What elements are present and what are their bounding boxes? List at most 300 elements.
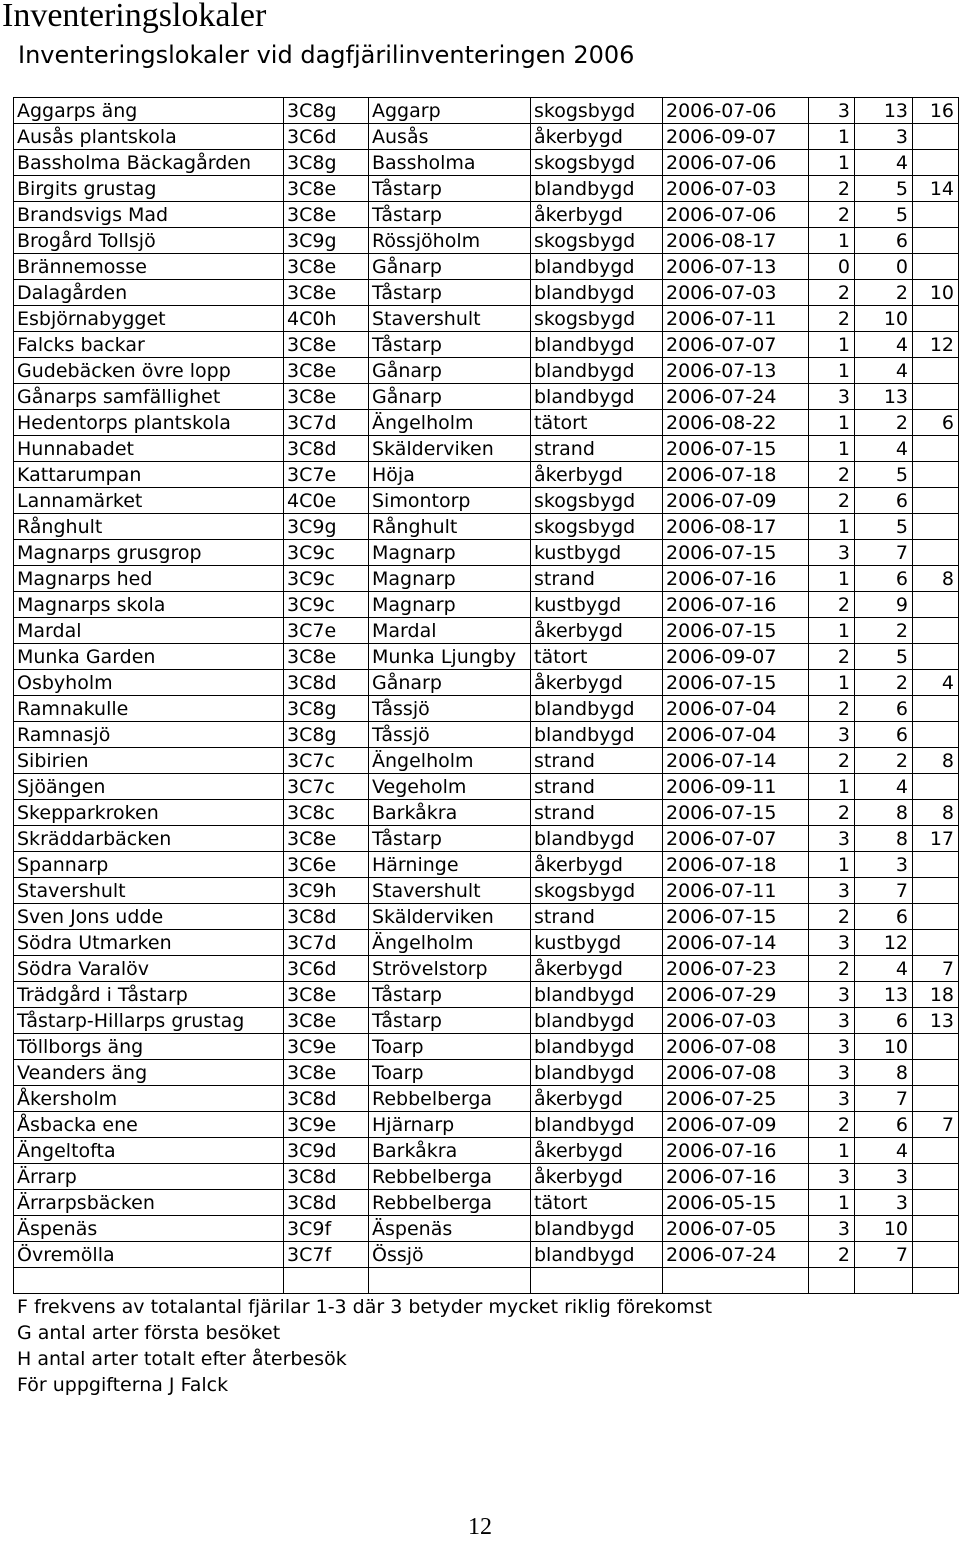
cell-date: 2006-07-15 (663, 436, 809, 462)
cell-date: 2006-07-03 (663, 176, 809, 202)
cell-date: 2006-07-11 (663, 878, 809, 904)
table-row (14, 384, 959, 410)
legend-line: G antal arter första besöket (17, 1322, 281, 1344)
table-row (14, 722, 959, 748)
cell-species-total (913, 1190, 959, 1216)
cell-species-first-visit: 4 (855, 358, 913, 384)
cell-place: Strövelstorp (369, 956, 531, 982)
table-row (14, 1086, 959, 1112)
inventory-table-body (14, 98, 959, 1294)
cell-site-name: Gånarps samfällighet (14, 384, 284, 410)
cell-place: Gånarp (369, 384, 531, 410)
cell-grid-code: 3C8g (284, 722, 369, 748)
cell-site-name: Bassholma Bäckagården (14, 150, 284, 176)
cell-frequency: 0 (809, 254, 855, 280)
cell-grid-code: 3C7c (284, 748, 369, 774)
cell-date: 2006-07-09 (663, 1112, 809, 1138)
cell-species-total (913, 202, 959, 228)
table-row (14, 358, 959, 384)
cell-date: 2006-05-15 (663, 1190, 809, 1216)
table-row (14, 150, 959, 176)
cell-frequency: 3 (809, 982, 855, 1008)
cell-frequency (809, 1268, 855, 1294)
cell-place: Tåstarp (369, 1008, 531, 1034)
cell-date: 2006-07-07 (663, 332, 809, 358)
cell-species-total: 17 (913, 826, 959, 852)
cell-species-total (913, 540, 959, 566)
cell-grid-code: 3C8e (284, 358, 369, 384)
cell-landscape-type: blandbygd (531, 254, 663, 280)
cell-species-first-visit: 6 (855, 1008, 913, 1034)
cell-site-name: Magnarps skola (14, 592, 284, 618)
cell-grid-code: 3C7d (284, 930, 369, 956)
cell-site-name: Esbjörnabygget (14, 306, 284, 332)
cell-date: 2006-07-18 (663, 852, 809, 878)
table-row (14, 748, 959, 774)
cell-site-name: Kattarumpan (14, 462, 284, 488)
cell-grid-code: 3C8d (284, 1086, 369, 1112)
cell-place: Stavershult (369, 878, 531, 904)
cell-place: Rebbelberga (369, 1164, 531, 1190)
cell-species-first-visit: 0 (855, 254, 913, 280)
table-row (14, 904, 959, 930)
cell-frequency: 2 (809, 696, 855, 722)
cell-species-total: 7 (913, 1112, 959, 1138)
table-row (14, 540, 959, 566)
table-row (14, 1216, 959, 1242)
cell-species-total (913, 150, 959, 176)
cell-site-name: Magnarps hed (14, 566, 284, 592)
cell-site-name: Dalagården (14, 280, 284, 306)
cell-grid-code (284, 1268, 369, 1294)
table-row (14, 644, 959, 670)
cell-species-first-visit: 2 (855, 748, 913, 774)
cell-landscape-type: åkerbygd (531, 1164, 663, 1190)
cell-place: Tåstarp (369, 982, 531, 1008)
cell-landscape-type: blandbygd (531, 384, 663, 410)
cell-species-first-visit: 13 (855, 982, 913, 1008)
cell-place: Ängelholm (369, 410, 531, 436)
cell-species-total (913, 1268, 959, 1294)
cell-site-name: Falcks backar (14, 332, 284, 358)
cell-species-total (913, 514, 959, 540)
cell-species-total (913, 124, 959, 150)
cell-site-name: Hedentorps plantskola (14, 410, 284, 436)
cell-grid-code: 3C9c (284, 566, 369, 592)
cell-grid-code: 4C0h (284, 306, 369, 332)
cell-species-total (913, 1060, 959, 1086)
cell-species-total (913, 852, 959, 878)
cell-site-name: Sibirien (14, 748, 284, 774)
cell-site-name: Övremölla (14, 1242, 284, 1268)
table-row (14, 1138, 959, 1164)
cell-species-first-visit: 6 (855, 566, 913, 592)
cell-grid-code: 3C9c (284, 540, 369, 566)
cell-site-name: Stavershult (14, 878, 284, 904)
cell-species-total (913, 1216, 959, 1242)
cell-species-total: 4 (913, 670, 959, 696)
cell-species-first-visit: 2 (855, 670, 913, 696)
cell-species-total (913, 488, 959, 514)
cell-frequency: 2 (809, 748, 855, 774)
cell-landscape-type: åkerbygd (531, 124, 663, 150)
cell-grid-code: 3C8g (284, 98, 369, 124)
cell-place: Rössjöholm (369, 228, 531, 254)
cell-landscape-type: blandbygd (531, 1034, 663, 1060)
cell-landscape-type: blandbygd (531, 358, 663, 384)
cell-species-first-visit: 13 (855, 98, 913, 124)
cell-place: Härninge (369, 852, 531, 878)
cell-landscape-type: strand (531, 904, 663, 930)
cell-date: 2006-07-16 (663, 566, 809, 592)
cell-species-first-visit: 3 (855, 1164, 913, 1190)
cell-species-first-visit: 6 (855, 904, 913, 930)
cell-grid-code: 3C8c (284, 800, 369, 826)
table-row (14, 176, 959, 202)
cell-site-name: Södra Utmarken (14, 930, 284, 956)
cell-place: Ausås (369, 124, 531, 150)
cell-site-name: Ramnakulle (14, 696, 284, 722)
cell-grid-code: 3C8e (284, 176, 369, 202)
cell-grid-code: 3C7f (284, 1242, 369, 1268)
cell-species-total: 10 (913, 280, 959, 306)
cell-frequency: 2 (809, 1242, 855, 1268)
cell-place: Tåstarp (369, 176, 531, 202)
cell-date: 2006-07-16 (663, 1138, 809, 1164)
cell-site-name: Skepparkroken (14, 800, 284, 826)
cell-species-first-visit: 2 (855, 618, 913, 644)
cell-frequency: 3 (809, 540, 855, 566)
cell-species-total (913, 358, 959, 384)
table-row (14, 956, 959, 982)
table-row (14, 1242, 959, 1268)
cell-site-name: Aggarps äng (14, 98, 284, 124)
cell-frequency: 1 (809, 228, 855, 254)
cell-landscape-type: skogsbygd (531, 306, 663, 332)
cell-place: Skälderviken (369, 436, 531, 462)
cell-landscape-type: blandbygd (531, 1008, 663, 1034)
cell-frequency: 3 (809, 98, 855, 124)
cell-landscape-type: skogsbygd (531, 98, 663, 124)
cell-species-total (913, 696, 959, 722)
cell-frequency: 1 (809, 618, 855, 644)
cell-grid-code: 3C8e (284, 644, 369, 670)
cell-date: 2006-07-06 (663, 150, 809, 176)
table-row (14, 202, 959, 228)
cell-frequency: 1 (809, 436, 855, 462)
table-row (14, 826, 959, 852)
cell-place: Rebbelberga (369, 1190, 531, 1216)
cell-landscape-type: blandbygd (531, 722, 663, 748)
table-row (14, 1190, 959, 1216)
cell-grid-code: 3C8e (284, 332, 369, 358)
cell-site-name: Magnarps grusgrop (14, 540, 284, 566)
table-row (14, 228, 959, 254)
legend-line: För uppgifterna J Falck (17, 1374, 229, 1396)
cell-species-first-visit: 6 (855, 228, 913, 254)
cell-site-name: Brogård Tollsjö (14, 228, 284, 254)
cell-grid-code: 3C9e (284, 1112, 369, 1138)
cell-landscape-type: tätort (531, 410, 663, 436)
cell-date: 2006-07-09 (663, 488, 809, 514)
table-row (14, 462, 959, 488)
table-row (14, 982, 959, 1008)
cell-landscape-type: strand (531, 774, 663, 800)
cell-date: 2006-07-16 (663, 1164, 809, 1190)
cell-frequency: 3 (809, 930, 855, 956)
cell-site-name: Södra Varalöv (14, 956, 284, 982)
cell-species-total (913, 904, 959, 930)
cell-grid-code: 3C8e (284, 982, 369, 1008)
cell-frequency: 1 (809, 670, 855, 696)
cell-species-total (913, 930, 959, 956)
cell-species-first-visit: 13 (855, 384, 913, 410)
cell-site-name: Brandsvigs Mad (14, 202, 284, 228)
cell-species-first-visit: 4 (855, 1138, 913, 1164)
cell-grid-code: 3C9d (284, 1138, 369, 1164)
cell-grid-code: 3C9f (284, 1216, 369, 1242)
cell-frequency: 3 (809, 384, 855, 410)
cell-species-total: 12 (913, 332, 959, 358)
cell-frequency: 1 (809, 852, 855, 878)
cell-frequency: 3 (809, 1216, 855, 1242)
cell-date: 2006-07-18 (663, 462, 809, 488)
table-row (14, 774, 959, 800)
cell-grid-code: 3C9g (284, 228, 369, 254)
cell-grid-code: 3C8e (284, 202, 369, 228)
cell-date: 2006-07-29 (663, 982, 809, 1008)
table-row (14, 306, 959, 332)
table-row (14, 1008, 959, 1034)
cell-site-name: Lannamärket (14, 488, 284, 514)
cell-grid-code: 3C6d (284, 124, 369, 150)
cell-date: 2006-08-17 (663, 514, 809, 540)
cell-grid-code: 3C8e (284, 280, 369, 306)
cell-place: Tåssjö (369, 696, 531, 722)
cell-site-name: Tåstarp-Hillarps grustag (14, 1008, 284, 1034)
cell-frequency: 1 (809, 566, 855, 592)
cell-frequency: 3 (809, 1034, 855, 1060)
cell-landscape-type: blandbygd (531, 332, 663, 358)
cell-place: Barkåkra (369, 800, 531, 826)
cell-species-first-visit: 5 (855, 514, 913, 540)
cell-species-total (913, 436, 959, 462)
cell-species-first-visit: 4 (855, 332, 913, 358)
cell-date: 2006-07-11 (663, 306, 809, 332)
cell-place: Gånarp (369, 254, 531, 280)
cell-species-total (913, 644, 959, 670)
table-row (14, 488, 959, 514)
cell-date: 2006-08-17 (663, 228, 809, 254)
legend-line: H antal arter totalt efter återbesök (17, 1348, 347, 1370)
cell-frequency: 2 (809, 176, 855, 202)
cell-grid-code: 4C0e (284, 488, 369, 514)
cell-site-name: Birgits grustag (14, 176, 284, 202)
page-heading: Inventeringslokaler (2, 0, 267, 34)
cell-grid-code: 3C8g (284, 150, 369, 176)
cell-species-first-visit: 9 (855, 592, 913, 618)
cell-date: 2006-07-15 (663, 540, 809, 566)
table-title: Inventeringslokaler vid dagfjärilinventeringen 2006 (18, 41, 635, 69)
cell-date: 2006-07-06 (663, 98, 809, 124)
cell-frequency: 1 (809, 124, 855, 150)
cell-site-name: Töllborgs äng (14, 1034, 284, 1060)
cell-grid-code: 3C8e (284, 254, 369, 280)
cell-place: Ängelholm (369, 930, 531, 956)
cell-landscape-type: blandbygd (531, 696, 663, 722)
cell-grid-code: 3C8d (284, 904, 369, 930)
table-row (14, 930, 959, 956)
cell-species-first-visit: 2 (855, 410, 913, 436)
cell-species-total (913, 878, 959, 904)
cell-species-first-visit: 5 (855, 176, 913, 202)
cell-date: 2006-09-11 (663, 774, 809, 800)
cell-grid-code: 3C8d (284, 1164, 369, 1190)
table-row (14, 332, 959, 358)
cell-species-first-visit: 12 (855, 930, 913, 956)
cell-species-total (913, 592, 959, 618)
cell-site-name: Ramnasjö (14, 722, 284, 748)
table-row (14, 1268, 959, 1294)
cell-species-total (913, 462, 959, 488)
table-row (14, 410, 959, 436)
cell-place: Skälderviken (369, 904, 531, 930)
cell-species-total (913, 1086, 959, 1112)
cell-frequency: 2 (809, 592, 855, 618)
cell-grid-code: 3C7e (284, 618, 369, 644)
cell-species-total: 7 (913, 956, 959, 982)
cell-species-total (913, 228, 959, 254)
cell-landscape-type: blandbygd (531, 1242, 663, 1268)
cell-date: 2006-07-23 (663, 956, 809, 982)
cell-site-name (14, 1268, 284, 1294)
cell-place (369, 1268, 531, 1294)
table-row (14, 1164, 959, 1190)
legend-line: F frekvens av totalantal fjärilar 1-3 där 3 betyder mycket riklig förekomst (17, 1296, 713, 1318)
cell-date: 2006-07-03 (663, 280, 809, 306)
table-row (14, 878, 959, 904)
table-row (14, 670, 959, 696)
cell-grid-code: 3C9h (284, 878, 369, 904)
cell-frequency: 2 (809, 800, 855, 826)
cell-species-first-visit: 7 (855, 878, 913, 904)
cell-frequency: 3 (809, 1008, 855, 1034)
cell-date: 2006-07-13 (663, 254, 809, 280)
cell-date: 2006-07-07 (663, 826, 809, 852)
cell-grid-code: 3C8e (284, 1060, 369, 1086)
cell-place: Tåstarp (369, 202, 531, 228)
cell-place: Rebbelberga (369, 1086, 531, 1112)
cell-landscape-type: åkerbygd (531, 852, 663, 878)
cell-species-total (913, 618, 959, 644)
table-row (14, 280, 959, 306)
cell-place: Össjö (369, 1242, 531, 1268)
cell-date: 2006-07-24 (663, 384, 809, 410)
cell-frequency: 2 (809, 956, 855, 982)
cell-date (663, 1268, 809, 1294)
cell-site-name: Ausås plantskola (14, 124, 284, 150)
cell-landscape-type: strand (531, 436, 663, 462)
cell-landscape-type: åkerbygd (531, 202, 663, 228)
cell-species-total: 18 (913, 982, 959, 1008)
cell-grid-code: 3C6e (284, 852, 369, 878)
cell-landscape-type: tätort (531, 1190, 663, 1216)
cell-date: 2006-07-15 (663, 670, 809, 696)
cell-grid-code: 3C8e (284, 1008, 369, 1034)
cell-site-name: Osbyholm (14, 670, 284, 696)
cell-place: Mardal (369, 618, 531, 644)
cell-date: 2006-07-15 (663, 618, 809, 644)
cell-frequency: 3 (809, 878, 855, 904)
cell-place: Barkåkra (369, 1138, 531, 1164)
page-number: 12 (468, 1514, 492, 1540)
cell-site-name: Spannarp (14, 852, 284, 878)
cell-species-first-visit: 3 (855, 1190, 913, 1216)
cell-site-name: Skräddarbäcken (14, 826, 284, 852)
cell-date: 2006-07-04 (663, 696, 809, 722)
cell-species-total (913, 306, 959, 332)
cell-species-first-visit: 7 (855, 1086, 913, 1112)
cell-grid-code: 3C9g (284, 514, 369, 540)
cell-species-total: 13 (913, 1008, 959, 1034)
cell-species-first-visit: 8 (855, 1060, 913, 1086)
cell-date: 2006-07-15 (663, 800, 809, 826)
cell-species-total (913, 1034, 959, 1060)
cell-site-name: Sven Jons udde (14, 904, 284, 930)
cell-site-name: Veanders äng (14, 1060, 284, 1086)
cell-landscape-type: skogsbygd (531, 150, 663, 176)
cell-site-name: Trädgård i Tåstarp (14, 982, 284, 1008)
cell-frequency: 3 (809, 1164, 855, 1190)
cell-place: Tåstarp (369, 332, 531, 358)
cell-place: Ängelholm (369, 748, 531, 774)
cell-landscape-type: kustbygd (531, 540, 663, 566)
cell-species-first-visit (855, 1268, 913, 1294)
cell-species-total: 14 (913, 176, 959, 202)
cell-landscape-type: åkerbygd (531, 618, 663, 644)
cell-species-first-visit: 5 (855, 644, 913, 670)
cell-date: 2006-07-13 (663, 358, 809, 384)
cell-landscape-type: strand (531, 566, 663, 592)
cell-place: Magnarp (369, 566, 531, 592)
cell-frequency: 1 (809, 514, 855, 540)
cell-frequency: 2 (809, 488, 855, 514)
cell-date: 2006-09-07 (663, 644, 809, 670)
cell-species-first-visit: 4 (855, 956, 913, 982)
cell-landscape-type: strand (531, 800, 663, 826)
cell-landscape-type: åkerbygd (531, 956, 663, 982)
cell-frequency: 2 (809, 202, 855, 228)
cell-species-first-visit: 2 (855, 280, 913, 306)
cell-landscape-type: blandbygd (531, 1216, 663, 1242)
cell-place: Aggarp (369, 98, 531, 124)
cell-frequency: 1 (809, 410, 855, 436)
cell-frequency: 1 (809, 774, 855, 800)
cell-species-total (913, 384, 959, 410)
cell-date: 2006-07-05 (663, 1216, 809, 1242)
table-row (14, 436, 959, 462)
cell-frequency: 1 (809, 1138, 855, 1164)
cell-species-first-visit: 10 (855, 306, 913, 332)
legend (17, 1294, 712, 1398)
cell-landscape-type: blandbygd (531, 1060, 663, 1086)
cell-landscape-type: åkerbygd (531, 462, 663, 488)
cell-landscape-type: strand (531, 748, 663, 774)
cell-species-total: 8 (913, 566, 959, 592)
cell-place: Rånghult (369, 514, 531, 540)
cell-frequency: 3 (809, 1060, 855, 1086)
cell-species-total: 8 (913, 800, 959, 826)
